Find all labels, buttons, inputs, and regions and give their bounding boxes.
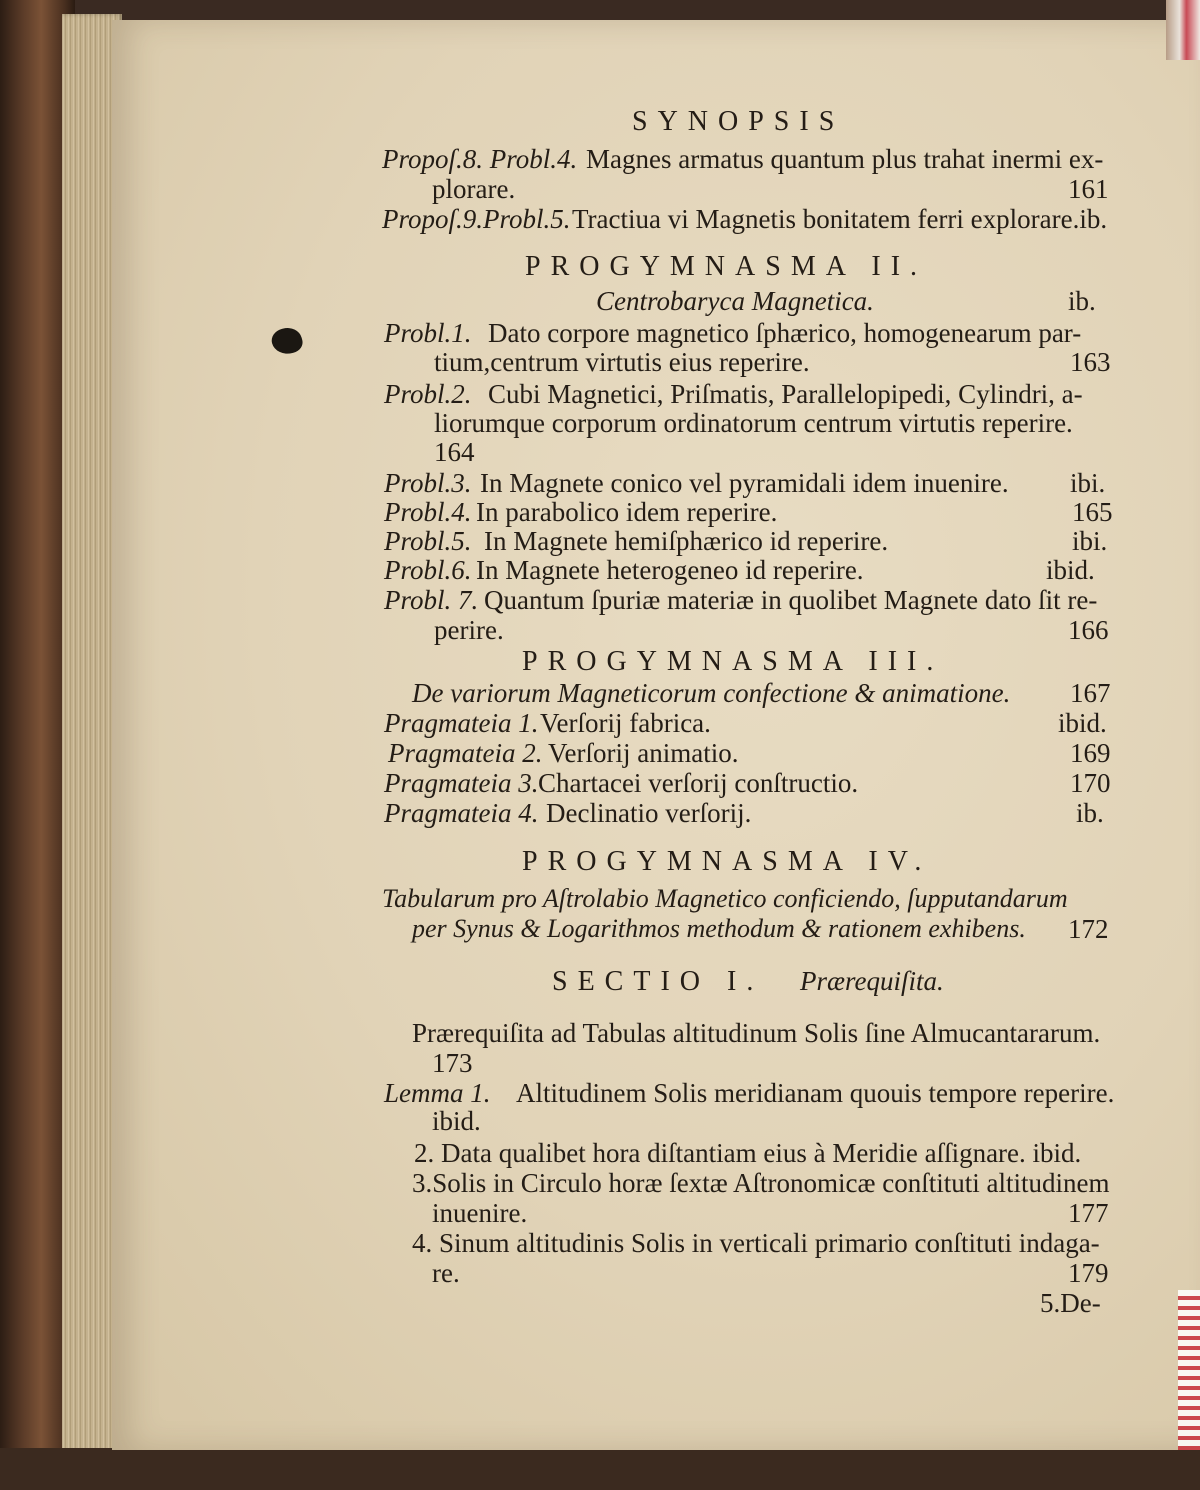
item-label: Pragmateia 1.	[384, 708, 539, 738]
item-text: Verſorij fabrica.	[540, 708, 711, 738]
sectio-line-cont: ibid.	[432, 1106, 481, 1136]
item-cont: perire.	[434, 615, 504, 645]
item-label: Pragmateia 3.	[384, 768, 539, 798]
item-page: ibi.	[1072, 526, 1108, 556]
item-text: Declinatio verſorij.	[546, 798, 752, 828]
sectio-page: 177	[1068, 1198, 1109, 1228]
section-subtitle-page: ib.	[1068, 286, 1096, 316]
item-page: 165	[1072, 497, 1113, 527]
entry-cont: plorare.	[432, 174, 516, 204]
bottom-cover	[0, 1448, 1200, 1490]
section-title: PROGYMNASMA III.	[522, 646, 944, 677]
sectio-label: Lemma 1.	[384, 1078, 491, 1108]
sectio-line: 4. Sinum altitudinis Solis in verticali primario conſtituti indaga-	[412, 1228, 1100, 1258]
section-subtitle-cont: per Synus & Logarithmos methodum & rationem exhibens.	[412, 914, 1026, 943]
entry-label: Propoſ.8. Probl.4.	[382, 144, 578, 174]
item-cont2: 164	[434, 437, 475, 467]
item-page: ib.	[1076, 798, 1104, 828]
entry-text: Magnes armatus quantum plus trahat inermi ex-	[586, 144, 1104, 174]
item-label: Probl. 7.	[384, 585, 479, 615]
sectio-line-cont: re.	[432, 1258, 460, 1288]
entry-label: Propoſ.9.Probl.5.	[382, 204, 571, 234]
item-label: Probl.3.	[384, 468, 472, 498]
bookmark-ribbon-top	[1166, 0, 1200, 60]
section-subtitle-page: 172	[1068, 914, 1109, 944]
item-text: Chartacei verſorij conſtructio.	[538, 768, 859, 798]
item-label: Pragmateia 2.	[388, 738, 543, 768]
sectio-subtitle: Prærequiſita.	[800, 966, 944, 996]
running-header: SYNOPSIS	[632, 106, 845, 137]
item-cont: tium,centrum virtutis eius reperire.	[434, 347, 810, 377]
sectio-title: SECTIO I.	[552, 966, 764, 997]
item-page: ibid.	[1058, 708, 1107, 738]
sectio-line: 3.Solis in Circulo horæ ſextæ Aſtronomicæ conſtituti altitudinem	[412, 1168, 1110, 1198]
sectio-page: 179	[1068, 1258, 1109, 1288]
entry-text: Tractiua vi Magnetis bonitatem ferri explorare.ib.	[572, 204, 1108, 234]
entry-page: 161	[1068, 174, 1109, 204]
bookmark-ribbon-bottom	[1178, 1290, 1200, 1450]
item-page: 163	[1070, 347, 1111, 377]
sectio-line-cont: 173	[432, 1048, 473, 1078]
catchword: 5.De-	[1040, 1288, 1101, 1318]
sectio-line: Prærequiſita ad Tabulas altitudinum Solis ſine Almucantararum.	[412, 1018, 1101, 1048]
item-text: Verſorij animatio.	[548, 738, 739, 768]
item-text: Quantum ſpuriæ materiæ in quolibet Magnete dato ſit re-	[484, 585, 1098, 615]
item-text: Dato corpore magnetico ſphærico, homogenearum par-	[488, 318, 1082, 348]
item-label: Probl.2.	[384, 379, 472, 409]
section-subtitle-page: 167	[1070, 678, 1111, 708]
item-label: Pragmateia 4.	[384, 798, 539, 828]
item-label: Probl.1.	[384, 318, 472, 348]
item-text: In Magnete heterogeneo id reperire.	[476, 555, 864, 585]
item-page: ibi.	[1070, 468, 1106, 498]
item-cont: liorumque corporum ordinatorum centrum virtutis reperire.	[434, 408, 1073, 438]
item-text: In parabolico idem reperire.	[476, 497, 778, 527]
section-subtitle: De variorum Magneticorum confectione & animatione.	[412, 678, 1011, 708]
section-subtitle: Centrobaryca Magnetica.	[596, 286, 874, 316]
section-subtitle: Tabularum pro Aſtrolabio Magnetico conficiendo, ſupputandarum	[382, 884, 1068, 913]
item-page: 166	[1068, 615, 1109, 645]
sectio-line-cont: inuenire.	[432, 1198, 528, 1228]
item-label: Probl.5.	[384, 526, 472, 556]
sectio-line: 2. Data qualibet hora diſtantiam eius à Meridie aſſignare. ibid.	[414, 1138, 1082, 1168]
item-text: Cubi Magnetici, Priſmatis, Parallelopipedi, Cylindri, a-	[488, 379, 1083, 409]
section-title: PROGYMNASMA II.	[525, 251, 928, 282]
item-page: 169	[1070, 738, 1111, 768]
item-text: In Magnete hemiſphærico id reperire.	[484, 526, 889, 556]
item-text: In Magnete conico vel pyramidali idem inuenire.	[480, 468, 1009, 498]
item-page: ibid.	[1046, 555, 1095, 585]
sectio-line: Altitudinem Solis meridianam quouis tempore reperire.	[516, 1078, 1115, 1108]
item-label: Probl.6.	[384, 555, 472, 585]
item-label: Probl.4.	[384, 497, 472, 527]
item-page: 170	[1070, 768, 1111, 798]
section-title: PROGYMNASMA IV.	[522, 846, 932, 877]
